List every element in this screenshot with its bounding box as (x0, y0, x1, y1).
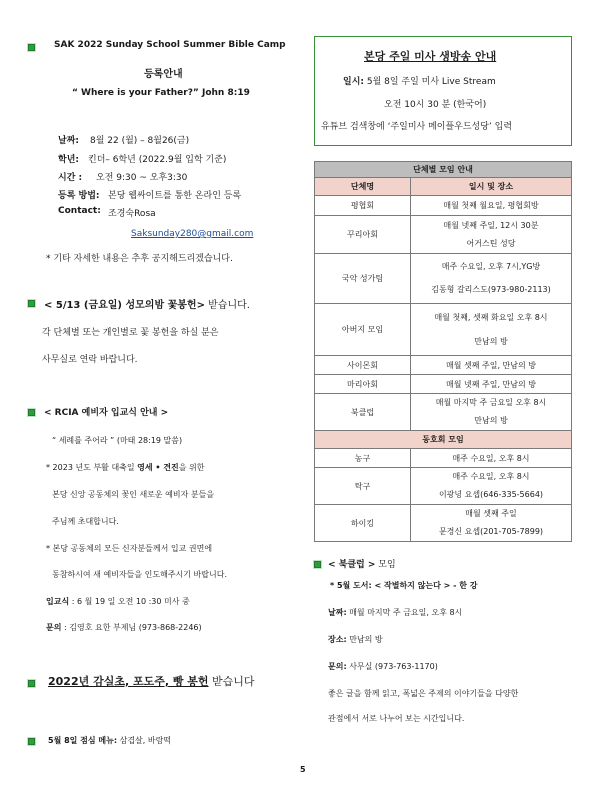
club-title: 동호회 모임 (315, 431, 572, 449)
bookclub-place (328, 634, 383, 645)
mass-title: 본당 주일 미사 생방송 안내 (364, 50, 497, 63)
grade-label: 학년: (58, 155, 79, 165)
group-schedule-table (314, 161, 572, 542)
group-info-line1: 매월 마지막 주 금요일 오후 8시 (435, 398, 547, 407)
club-info (411, 468, 572, 505)
group-name: 꾸리아회 (315, 216, 411, 254)
group-info (411, 216, 572, 254)
club-info-line2: 문경신 요셉(201-705-7899) (438, 527, 544, 536)
table-row (315, 375, 572, 394)
camp-theme: “ Where is your Father?” John 8:19 (72, 88, 250, 98)
bookclub-inquiry (328, 661, 438, 672)
table-row (315, 304, 572, 356)
table-row (315, 196, 572, 216)
bookclub-desc1: 좋은 글을 함께 읽고, 폭넓은 주제의 이야기들을 다양한 (328, 689, 519, 698)
bookclub-place-label: 장소: (328, 635, 347, 644)
bookclub-inquiry-label: 문의: (328, 662, 347, 671)
offering-heading (48, 673, 255, 689)
schedule-title: 단체별 모임 안내 (315, 162, 572, 178)
rcia-p1-bold: 영세 • 견진 (137, 463, 179, 472)
rcia-quote: “ 세례를 주어라 ” (마태 28:19 말씀) (52, 436, 183, 445)
mass-line1 (343, 74, 496, 87)
flowers-title: < 5/13 (금요일) 성모의밤 꽃봉헌> (44, 300, 205, 311)
group-name: 북클럽 (315, 394, 411, 431)
group-name: 평협회 (315, 196, 411, 216)
group-info (411, 304, 572, 356)
group-name: 아버지 모임 (315, 304, 411, 356)
group-name: 사이몬회 (315, 356, 411, 375)
club-name: 하이킹 (315, 505, 411, 542)
schedule-col-info: 일시 및 장소 (411, 178, 572, 196)
rcia-p1-post: 을 위한 (178, 463, 205, 472)
camp-title: SAK 2022 Sunday School Summer Bible Camp (54, 40, 286, 50)
table-row (315, 505, 572, 542)
bookclub-date-label: 날짜: (328, 608, 347, 617)
flowers-line1: 각 단체별 또는 개인별로 꽃 봉헌을 하실 분은 (42, 328, 219, 338)
rcia-title: < RCIA 예비자 입교식 안내 > (44, 408, 169, 418)
club-name: 탁구 (315, 468, 411, 505)
group-name: 마리아회 (315, 375, 411, 394)
group-info-line2: 만남의 방 (474, 336, 508, 346)
email-link[interactable]: Saksunday280@gmail.com (131, 229, 254, 239)
group-info: 매월 넷째 주일, 만남의 방 (411, 375, 572, 394)
bookclub-place-value: 만남의 방 (346, 635, 383, 644)
bullet-icon (28, 409, 35, 416)
lunch-menu (48, 735, 171, 746)
bookclub-heading (328, 557, 396, 570)
table-row (315, 394, 572, 431)
table-row (315, 254, 572, 304)
club-name: 농구 (315, 449, 411, 468)
rcia-inquiry-label: 문의 (46, 623, 62, 632)
bookclub-book-label: * 5월 도서: (330, 581, 372, 590)
page-number: 5 (300, 765, 306, 774)
group-info-line1: 매월 첫째, 셋째 화요일 오후 8시 (434, 312, 548, 322)
club-info-line2: 이광녕 요셉(646-335-5664) (438, 490, 544, 499)
bookclub-date (328, 607, 462, 618)
bullet-icon (314, 561, 321, 568)
schedule-col-name: 단체명 (315, 178, 411, 196)
club-info (411, 505, 572, 542)
club-info-line1: 매월 셋째 주일 (465, 509, 517, 518)
bookclub-date-value: 매월 마지막 주 금요일, 오후 8시 (346, 608, 463, 617)
flowers-title-suffix: 받습니다. (204, 300, 250, 311)
date-value: 8월 22 (월) – 8월26(금) (90, 136, 190, 146)
table-row (315, 449, 572, 468)
contact-value: 조경숙Rosa (108, 209, 156, 219)
lunch-label: 5월 8일 점심 메뉴: (48, 736, 118, 745)
bullet-icon (28, 738, 35, 745)
bullet-icon (28, 300, 35, 307)
table-row (315, 468, 572, 505)
table-row (315, 216, 572, 254)
offering-title: 2022년 감실초, 포도주, 빵 봉헌 (48, 675, 209, 688)
group-info-line1: 매월 넷째 주일, 12시 30분 (443, 220, 539, 230)
bookclub-title: < 북클럽 > (328, 560, 376, 570)
date-label: 날짜: (58, 136, 79, 146)
mass-line3: 유튜브 검색창에 ‘주일미사 메이플우드성당’ 입력 (321, 122, 513, 132)
bookclub-book-value: < 작별하지 않는다 > - 한 강 (371, 581, 478, 590)
rcia-entry-label: 입교식 (46, 597, 70, 606)
club-info-line1: 매주 수요일, 오후 8시 (452, 472, 530, 481)
rcia-paragraph1-line2: 본당 신앙 공동체의 꽃인 새로운 예비자 분들을 (52, 490, 215, 499)
group-info-line2: 만남의 방 (474, 416, 508, 425)
time-value: 오전 9:30 ~ 오후3:30 (96, 173, 188, 183)
grade-value: 킨더– 6학년 (2022.9월 입학 기준) (88, 155, 227, 165)
group-info-line2: 어거스틴 성당 (466, 238, 516, 248)
rcia-p1-pre: * 2023 년도 부활 대축일 (46, 463, 138, 472)
rcia-paragraph1-line1 (46, 462, 205, 473)
bookclub-desc2: 관점에서 서로 나누어 보는 시간입니다. (328, 714, 465, 723)
offering-suffix: 받습니다 (208, 675, 255, 688)
rcia-inquiry (46, 622, 202, 633)
mass-line1-label: 일시: (343, 77, 364, 87)
group-info: 매월 셋째 주일, 만남의 방 (411, 356, 572, 375)
rcia-paragraph2-line1: * 본당 공동체의 모든 신자분들께서 입교 권면에 (46, 544, 213, 553)
bookclub-inquiry-value: 사무실 (973-763-1170) (346, 662, 438, 671)
group-name: 국악 성가팀 (315, 254, 411, 304)
bookclub-title-suffix: 모임 (375, 560, 396, 570)
group-info-line2: 김동형 갈리스도(973-980-2113) (431, 284, 551, 294)
rcia-paragraph2-line2: 동참하시여 새 예비자들을 인도해주시기 바랍니다. (52, 570, 228, 579)
group-info (411, 254, 572, 304)
camp-note: * 기타 자세한 내용은 추후 공지해드리겠습니다. (46, 254, 233, 264)
group-info-line1: 매주 수요일, 오후 7시,YG방 (441, 261, 541, 271)
rcia-entry-value: : 6 월 19 일 오전 10 :30 미사 중 (69, 597, 190, 606)
flowers-line2: 사무실로 연락 바랍니다. (42, 355, 138, 365)
time-label: 시간 : (58, 173, 83, 183)
table-row (315, 356, 572, 375)
mass-line1-value: 5월 8일 주일 미사 Live Stream (364, 77, 496, 87)
lunch-value: 삼겹살, 바람떡 (117, 736, 172, 745)
bullet-icon (28, 680, 35, 687)
flowers-heading (44, 296, 250, 311)
bookclub-book (330, 580, 478, 591)
group-info: 매월 첫째 월요일, 평협회방 (411, 196, 572, 216)
registration-value: 본당 웹싸이트를 통한 온라인 등록 (108, 191, 242, 201)
mass-line2: 오전 10시 30 분 (한국어) (384, 100, 487, 110)
contact-label: Contact: (58, 206, 101, 216)
rcia-paragraph1-line3: 주님께 초대합니다. (52, 517, 119, 526)
registration-label: 등록 방법: (58, 191, 100, 201)
group-info (411, 394, 572, 431)
club-info: 매주 수요일, 오후 8시 (411, 449, 572, 468)
bullet-icon (28, 44, 35, 51)
rcia-entry (46, 596, 190, 607)
camp-subtitle: 등록안내 (144, 69, 183, 80)
rcia-inquiry-value: : 김영호 요한 부제님 (973-868-2246) (61, 623, 202, 632)
